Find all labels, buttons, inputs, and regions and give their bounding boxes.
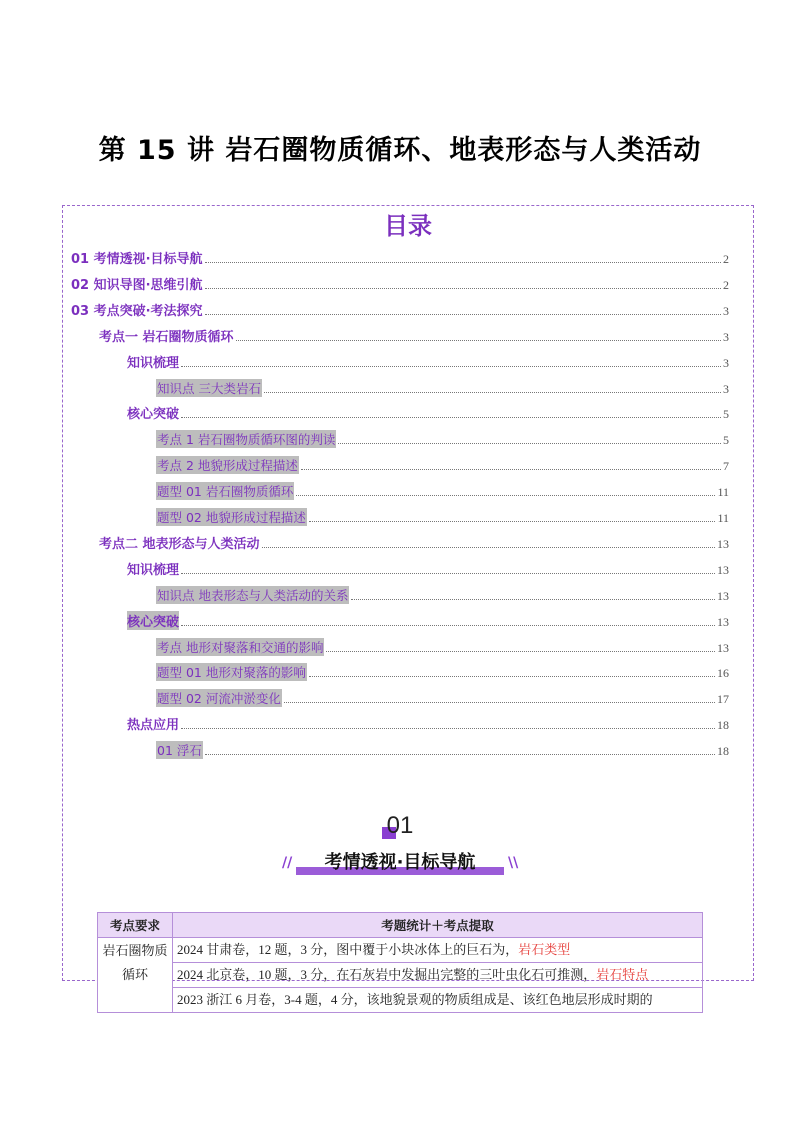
toc-leader-dots xyxy=(301,468,721,470)
toc-entry-label: 核心突破 xyxy=(127,407,180,423)
toc-leader-dots xyxy=(181,624,715,626)
table-row xyxy=(98,988,703,1013)
toc-leader-dots xyxy=(264,391,721,393)
toc-leader-dots xyxy=(181,572,715,574)
toc-leader-dots xyxy=(262,546,715,548)
toc-entry[interactable] xyxy=(156,454,729,474)
toc-leader-dots xyxy=(296,494,715,496)
toc-entry[interactable] xyxy=(156,636,729,656)
toc-page-number: 5 xyxy=(723,407,729,422)
toc-entry[interactable] xyxy=(127,610,729,630)
toc-entry-label: 01 考情透视·目标导航 xyxy=(71,252,203,267)
column-header: 考点要求 xyxy=(98,913,173,938)
toc-leader-dots xyxy=(205,313,721,315)
toc-page-number: 2 xyxy=(723,277,729,292)
toc-page-number: 13 xyxy=(717,640,729,655)
toc-heading: 目录 xyxy=(384,212,432,240)
toc-page-number: 13 xyxy=(717,536,729,551)
toc-page-number: 3 xyxy=(723,355,729,370)
topic-cell xyxy=(98,938,173,1013)
toc-page-number: 3 xyxy=(723,303,729,318)
toc-leader-dots xyxy=(181,727,715,729)
toc-entry-label: 题型 01 地形对聚落的影响 xyxy=(157,665,306,681)
toc-entry-label: 核心突破 xyxy=(127,611,179,630)
toc-leader-dots xyxy=(309,520,716,522)
document-title: 第 15 讲 岩石圈物质循环、地表形态与人类活动 xyxy=(98,135,702,166)
toc-entry[interactable] xyxy=(127,351,729,371)
toc-entry-label: 热点应用 xyxy=(127,718,180,734)
toc-entry-label: 题型 02 地貌形成过程描述 xyxy=(157,510,306,525)
toc-entry[interactable] xyxy=(156,480,729,500)
table-cell: 2024 北京卷，10 题，3 分，在石灰岩中发掘出完整的三叶虫化石可推测，岩石特点 xyxy=(173,963,703,988)
toc-page-number: 18 xyxy=(717,744,729,759)
topic-label: 岩石圈物质循环 xyxy=(102,944,168,983)
toc-leader-dots xyxy=(338,442,721,444)
toc-entry[interactable] xyxy=(71,273,729,293)
keyword-highlight: 岩石特点 xyxy=(596,967,649,982)
section-number: 01 xyxy=(386,812,414,839)
table-cell: 2023 浙江 6 月卷，3-4 题，4 分，该地貌景观的物质组成是、该红色地层形成时期的 xyxy=(173,988,703,1013)
toc-leader-dots xyxy=(284,701,715,703)
toc-entry[interactable] xyxy=(156,506,729,526)
toc-entry[interactable] xyxy=(156,739,729,759)
slash-decoration-left: // xyxy=(282,855,293,871)
toc-entry-label: 知识点 三大类岩石 xyxy=(157,380,261,396)
keyword-highlight: 岩石类型 xyxy=(518,942,571,957)
toc-entry[interactable] xyxy=(156,584,729,604)
toc-page-number: 16 xyxy=(717,666,729,681)
toc-page-number: 3 xyxy=(723,329,729,344)
toc-entry[interactable] xyxy=(71,247,729,267)
table-row xyxy=(98,963,703,988)
toc-entry-label: 考点 2 地貌形成过程描述 xyxy=(157,458,298,474)
toc-page-number: 3 xyxy=(723,381,729,396)
toc-page-number: 13 xyxy=(717,588,729,603)
toc-entry-label: 知识点 地表形态与人类活动的关系 xyxy=(157,587,349,603)
toc-entry[interactable] xyxy=(156,428,729,448)
toc-entry[interactable] xyxy=(156,687,729,707)
toc-entry-label: 03 考点突破·考法探究 xyxy=(71,303,203,319)
toc-entry-label: 考点二 地表形态与人类活动 xyxy=(99,536,260,552)
toc-entry[interactable] xyxy=(127,713,729,733)
toc-page-number: 17 xyxy=(717,692,729,707)
toc-page-number: 7 xyxy=(723,459,729,474)
toc-leader-dots xyxy=(205,261,721,263)
toc-entry-label: 02 知识导图·思维引航 xyxy=(71,277,203,293)
toc-entry[interactable] xyxy=(99,532,729,552)
toc-entry[interactable] xyxy=(156,377,729,397)
section-title: 考情透视·目标导航 xyxy=(324,852,476,873)
toc-entry-label: 考点一 岩石圈物质循环 xyxy=(99,329,234,345)
toc-page-number: 11 xyxy=(717,511,729,525)
toc-page-number: 5 xyxy=(723,433,729,448)
toc-entry-label: 知识梳理 xyxy=(127,562,180,578)
toc-leader-dots xyxy=(181,365,721,367)
toc-entry[interactable] xyxy=(156,661,729,681)
toc-leader-dots xyxy=(236,339,721,341)
toc-page-number: 18 xyxy=(717,718,729,733)
toc-page-number: 13 xyxy=(717,562,729,577)
toc-entry[interactable] xyxy=(127,558,729,578)
exam-requirements-table xyxy=(97,912,703,1013)
toc-leader-dots xyxy=(205,287,721,289)
toc-leader-dots xyxy=(351,598,715,600)
table-header-row xyxy=(98,913,703,938)
toc-entry-label: 题型 01 岩石圈物质循环 xyxy=(157,484,294,500)
table-row xyxy=(98,938,703,963)
toc-entry[interactable] xyxy=(127,402,729,422)
toc-entry[interactable] xyxy=(99,325,729,345)
toc-page-number: 13 xyxy=(717,614,729,629)
toc-page-number: 2 xyxy=(723,252,729,266)
table-cell: 2024 甘肃卷，12 题，3 分，图中覆于小块冰体上的巨石为，岩石类型 xyxy=(173,938,703,963)
toc-entry-label: 知识梳理 xyxy=(127,355,180,371)
toc-entry-label: 题型 02 河流冲淤变化 xyxy=(157,691,281,707)
toc-leader-dots xyxy=(309,675,715,677)
toc-page-number: 11 xyxy=(717,485,729,500)
toc-entry-label: 考点 地形对聚落和交通的影响 xyxy=(157,639,324,655)
toc-entry-label: 01 浮石 xyxy=(157,743,202,759)
toc-entry[interactable] xyxy=(71,299,729,319)
column-header: 考题统计＋考点提取 xyxy=(173,913,703,938)
toc-entry-label: 考点 1 岩石圈物质循环图的判读 xyxy=(157,432,336,448)
toc-leader-dots xyxy=(326,650,715,652)
toc-leader-dots xyxy=(205,753,715,755)
slash-decoration-right: \\ xyxy=(508,855,519,871)
toc-leader-dots xyxy=(181,416,721,418)
